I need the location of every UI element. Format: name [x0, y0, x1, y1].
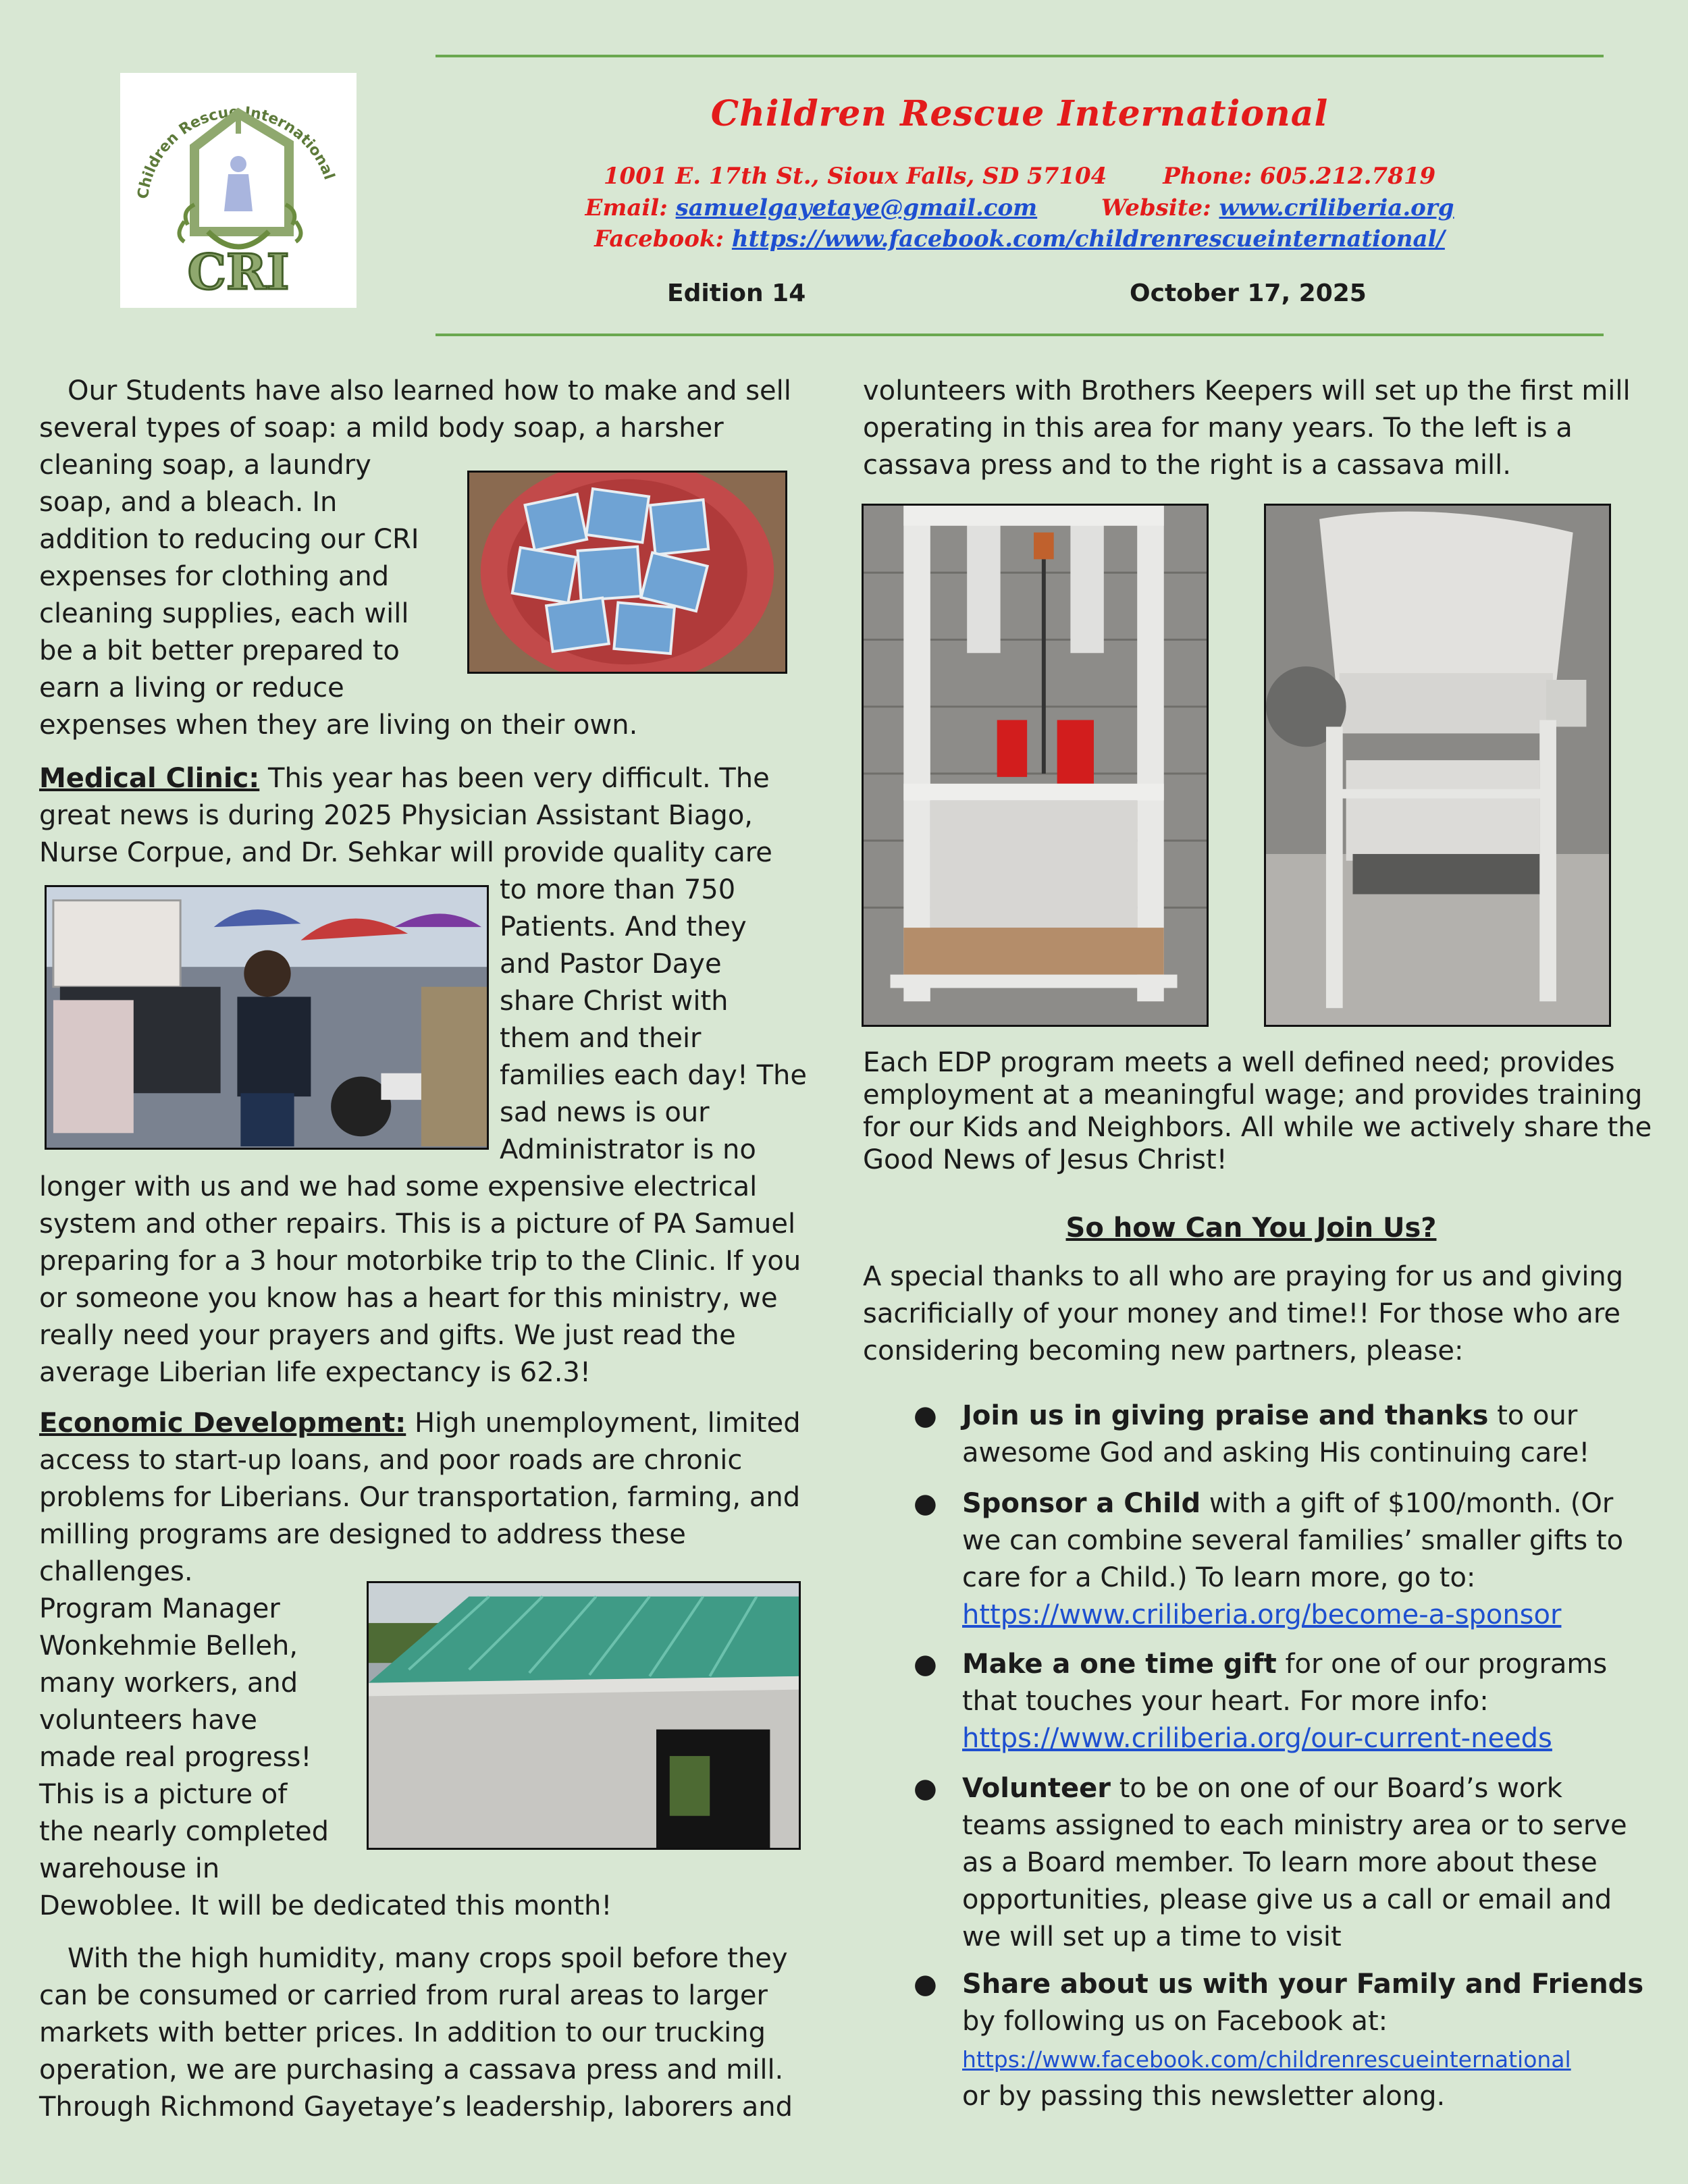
bullet-dot: ● [914, 1969, 937, 2000]
edition: Edition 14 [667, 279, 806, 307]
current-needs-link[interactable]: https://www.criliberia.org/our-current-needs [962, 1723, 1552, 1754]
email-link[interactable]: samuelgayetaye@gmail.com [675, 194, 1038, 221]
bullet-dot: ● [914, 1773, 937, 1804]
bullet-gift: ● Make a one time gift for one of our programs that touches your heart. For more info: https://www.criliberia.org/our-current-needs [962, 1646, 1644, 1757]
svg-text:CRI: CRI [187, 243, 290, 300]
bullet-share: ● Share about us with your Family and Friends by following us on Facebook at: https://www.facebook.com/childrenrescueinternational or by passing this newsletter along. [962, 1966, 1644, 2115]
medical-end: longer with us and we had some expensive electrical system and other repairs. This is a picture of PA Samuel preparing for a 3 hour motorbike trip to the Clinic. If you or someone you know has a heart for this ministry, we really need your prayers and gifts. We just read the average Liberian life expectancy is 62.3! [39, 1171, 801, 1388]
humidity-paragraph: With the high humidity, many crops spoil before they can be consumed or carried from rural areas to larger markets with better prices. In addition to our trucking operation, we are purchasing a cassava press and mill. Through Richmond Gayetaye’s leadership, laborers and [39, 1943, 793, 2123]
bullet-dot: ● [914, 1400, 937, 1431]
econ-wrapped-text: Program Manager Wonkehmie Belleh, many workers, and volunteers have made real progress! This is a picture of the nearly completed warehouse in [39, 1593, 329, 1884]
address: 1001 E. 17th St., Sioux Falls, SD 57104 [603, 163, 1107, 190]
bullet-praise: ● Join us in giving praise and thanks to our awesome God and asking His continuing care! [962, 1397, 1644, 1472]
facebook-share-link[interactable]: https://www.facebook.com/childrenrescueinternational [962, 2046, 1571, 2073]
edp-paragraph: Each EDP program meets a well defined need; provides employment at a meaningful wage; and provides training for our Kids and Neighbors. All while we actively share the Good News of Jesus Christ! [863, 1047, 1652, 1175]
cri-logo [120, 73, 357, 308]
soap-wrapped-text: cleaning soap, a laundry soap, and a bleach. In addition to reducing our CRI expenses for clothing and cleaning supplies, each will be a bit better prepared to earn a living or reduce [39, 450, 419, 703]
econ-intro: Economic Development: High unemployment, limited access to start-up loans, and poor roads are chronic problems for Liberians. Our transportation, farming, and milling programs are designed to address these challenges. [39, 1408, 801, 1587]
facebook-link[interactable]: https://www.facebook.com/childrenrescueinternational/ [731, 225, 1445, 252]
soap-photo [467, 471, 787, 674]
bullet-sponsor: ● Sponsor a Child with a gift of $100/month. (Or we can combine several families’ smaller gifts to care for a Child.) To learn more, go to: https://www.criliberia.org/become-a-sponsor [962, 1485, 1644, 1634]
medical-heading: Medical Clinic: [39, 763, 260, 794]
soap-intro: Our Students have also learned how to make and sell several types of soap: a mild body soap, a harsher [39, 375, 791, 444]
website-link[interactable]: www.criliberia.org [1219, 194, 1454, 221]
org-name: Children Rescue International [710, 93, 1329, 134]
econ-heading: Economic Development: [39, 1408, 406, 1439]
thanks-paragraph: A special thanks to all who are praying for us and giving sacrificially of your money and time!! For those who are considering becoming new partners, please: [863, 1261, 1624, 1366]
medical-intro: Medical Clinic: This year has been very difficult. The great news is during 2025 Physician Assistant Biago, Nurse Corpue, and Dr. Sehkar will provide quality care [39, 763, 772, 868]
medical-wrapped-text: to more than 750 Patients. And they and Pastor Daye share Christ with them and their families each day! The sad news is our Administrator is no [500, 874, 807, 1165]
bullet-volunteer: ● Volunteer to be on one of our Board’s work teams assigned to each ministry area or to serve as a Board member. To learn more about these opportunities, please give us a call or email and we will set up a time to visit [962, 1770, 1644, 1956]
motorbike-photo [45, 885, 489, 1150]
cassava-mill-photo [1264, 504, 1611, 1027]
issue-date: October 17, 2025 [1130, 279, 1367, 307]
masthead-top-rule [436, 55, 1604, 57]
email-website-line [436, 194, 1604, 221]
phone-label: Phone: [1163, 163, 1252, 190]
bullet-dot: ● [914, 1649, 937, 1680]
facebook-label: Facebook: [594, 225, 724, 252]
mill-intro: volunteers with Brothers Keepers will set up the first mill operating in this area for many years. To the left is a cassava press and to the right is a cassava mill. [863, 375, 1631, 481]
econ-end: Dewoblee. It will be dedicated this month! [39, 1890, 612, 1921]
phone: 605.212.7819 [1259, 163, 1436, 190]
svg-text:Children Rescue International: Children Rescue International [134, 103, 338, 201]
soap-end: expenses when they are living on their own. [39, 710, 638, 741]
email-label: Email: [585, 194, 668, 221]
website-label: Website: [1101, 194, 1211, 221]
facebook-line [436, 225, 1604, 252]
warehouse-photo [367, 1581, 801, 1850]
cassava-press-photo [862, 504, 1209, 1027]
sponsor-link[interactable]: https://www.criliberia.org/become-a-sponsor [962, 1599, 1562, 1630]
join-heading: So how Can You Join Us? [1065, 1213, 1437, 1244]
address-line [436, 163, 1604, 190]
masthead-bottom-rule [436, 334, 1604, 336]
bullet-dot: ● [914, 1488, 937, 1519]
